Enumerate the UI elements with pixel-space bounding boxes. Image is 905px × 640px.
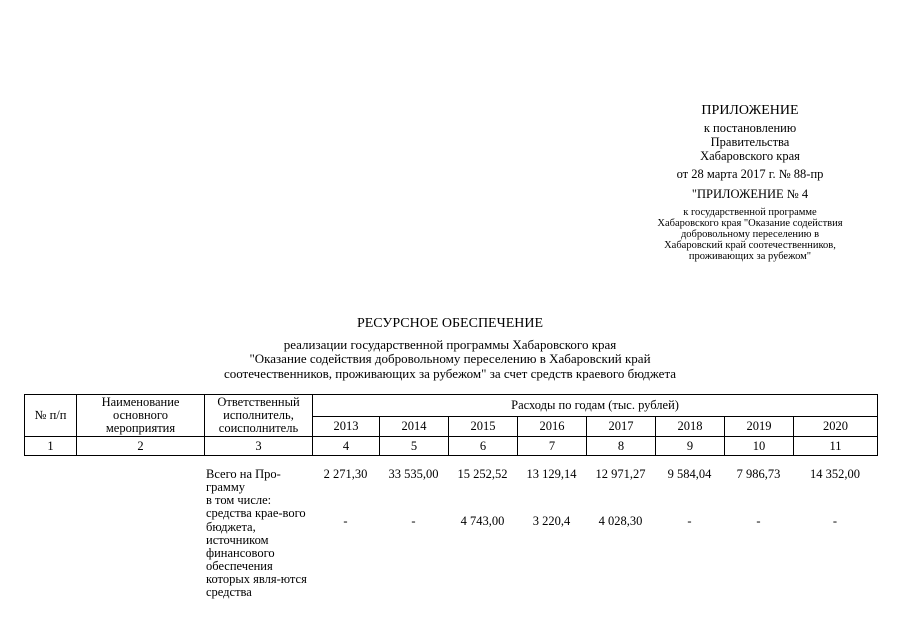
header-year: 2015 bbox=[449, 417, 518, 437]
index-cell: 8 bbox=[587, 437, 656, 456]
heading-title: РЕСУРСНОЕ ОБЕСПЕЧЕНИЕ bbox=[356, 316, 544, 331]
header-year: 2013 bbox=[313, 417, 380, 437]
appendix4-title: "ПРИЛОЖЕНИЕ № 4 bbox=[691, 187, 809, 202]
index-cell: 3 bbox=[205, 437, 313, 456]
table-row bbox=[24, 494, 877, 507]
table-row bbox=[24, 468, 877, 494]
appendix-title: ПРИЛОЖЕНИЕ bbox=[701, 103, 799, 118]
row-value: 33 535,00 bbox=[388, 467, 439, 481]
index-cell: 5 bbox=[380, 437, 449, 456]
index-cell: 2 bbox=[77, 437, 205, 456]
row-value: 12 971,27 bbox=[595, 467, 646, 481]
header-name: Наименование основного мероприятия bbox=[77, 395, 205, 437]
index-cell: 7 bbox=[518, 437, 587, 456]
index-cell: 4 bbox=[313, 437, 380, 456]
index-cell: 1 bbox=[25, 437, 77, 456]
table-row bbox=[24, 507, 877, 599]
row-value: - bbox=[411, 514, 416, 529]
heading-line-2: "Оказание содействия добровольному переселению в Хабаровский край bbox=[249, 351, 651, 367]
appendix4-line-4: Хабаровский край соотечественников, bbox=[664, 240, 836, 252]
header-year: 2017 bbox=[587, 417, 656, 437]
row-value: 13 129,14 bbox=[526, 467, 577, 481]
index-cell: 11 bbox=[794, 437, 878, 456]
row-value: 15 252,52 bbox=[457, 467, 508, 481]
document-heading bbox=[150, 316, 750, 381]
index-cell: 9 bbox=[656, 437, 725, 456]
appendix4-line-3: добровольному переселению в bbox=[680, 229, 820, 241]
appendix4-line-5: проживающих за рубежом" bbox=[688, 251, 812, 263]
header-expenses: Расходы по годам (тыс. рублей) bbox=[313, 395, 878, 417]
index-cell: 6 bbox=[449, 437, 518, 456]
header-year: 2014 bbox=[380, 417, 449, 437]
row-value: - bbox=[832, 514, 838, 529]
appendix4-line-1: к государственной программе bbox=[683, 207, 817, 219]
index-cell: 10 bbox=[725, 437, 794, 456]
heading-line-3: соотечественников, проживающих за рубежом" за счет средств краевого бюджета bbox=[223, 365, 677, 381]
row-value: 7 986,73 bbox=[736, 467, 781, 481]
appendix4-line-2: Хабаровского края "Оказание содействия bbox=[657, 218, 843, 230]
row-value: - bbox=[343, 514, 348, 529]
row-label: средства крае-вого бюджета, источником финансового обеспечения которых явля-ются средства bbox=[206, 506, 307, 600]
header-number: № п/п bbox=[25, 395, 77, 437]
row-value: 4 028,30 bbox=[598, 514, 643, 529]
row-value: 3 220,4 bbox=[532, 514, 571, 529]
resource-table bbox=[24, 394, 878, 456]
heading-line-1: реализации государственной программы Хабаровского края bbox=[283, 336, 617, 352]
row-value: 14 352,00 bbox=[810, 467, 860, 481]
header-year: 2018 bbox=[656, 417, 725, 437]
appendix-date: от 28 марта 2017 г. № 88-пр bbox=[676, 166, 824, 181]
appendix-line-1: к постановлению bbox=[703, 121, 797, 136]
row-value: 2 271,30 bbox=[323, 467, 368, 481]
row-value: - bbox=[687, 514, 692, 529]
row-value: 9 584,04 bbox=[667, 467, 712, 481]
appendix-line-3: Хабаровского края bbox=[700, 148, 800, 163]
table-body bbox=[24, 468, 877, 599]
row-label: Всего на Про-грамму bbox=[206, 467, 281, 495]
header-year: 2019 bbox=[725, 417, 794, 437]
index-row bbox=[25, 437, 878, 456]
header-year: 2020 bbox=[794, 417, 878, 437]
header-responsible: Ответственный исполнитель, соисполнитель bbox=[205, 395, 313, 437]
appendix-block bbox=[600, 103, 900, 262]
row-value: 4 743,00 bbox=[460, 514, 505, 529]
row-label: в том числе: bbox=[206, 493, 272, 508]
appendix-line-2: Правительства bbox=[710, 135, 790, 150]
row-value: - bbox=[756, 514, 761, 529]
header-year: 2016 bbox=[518, 417, 587, 437]
